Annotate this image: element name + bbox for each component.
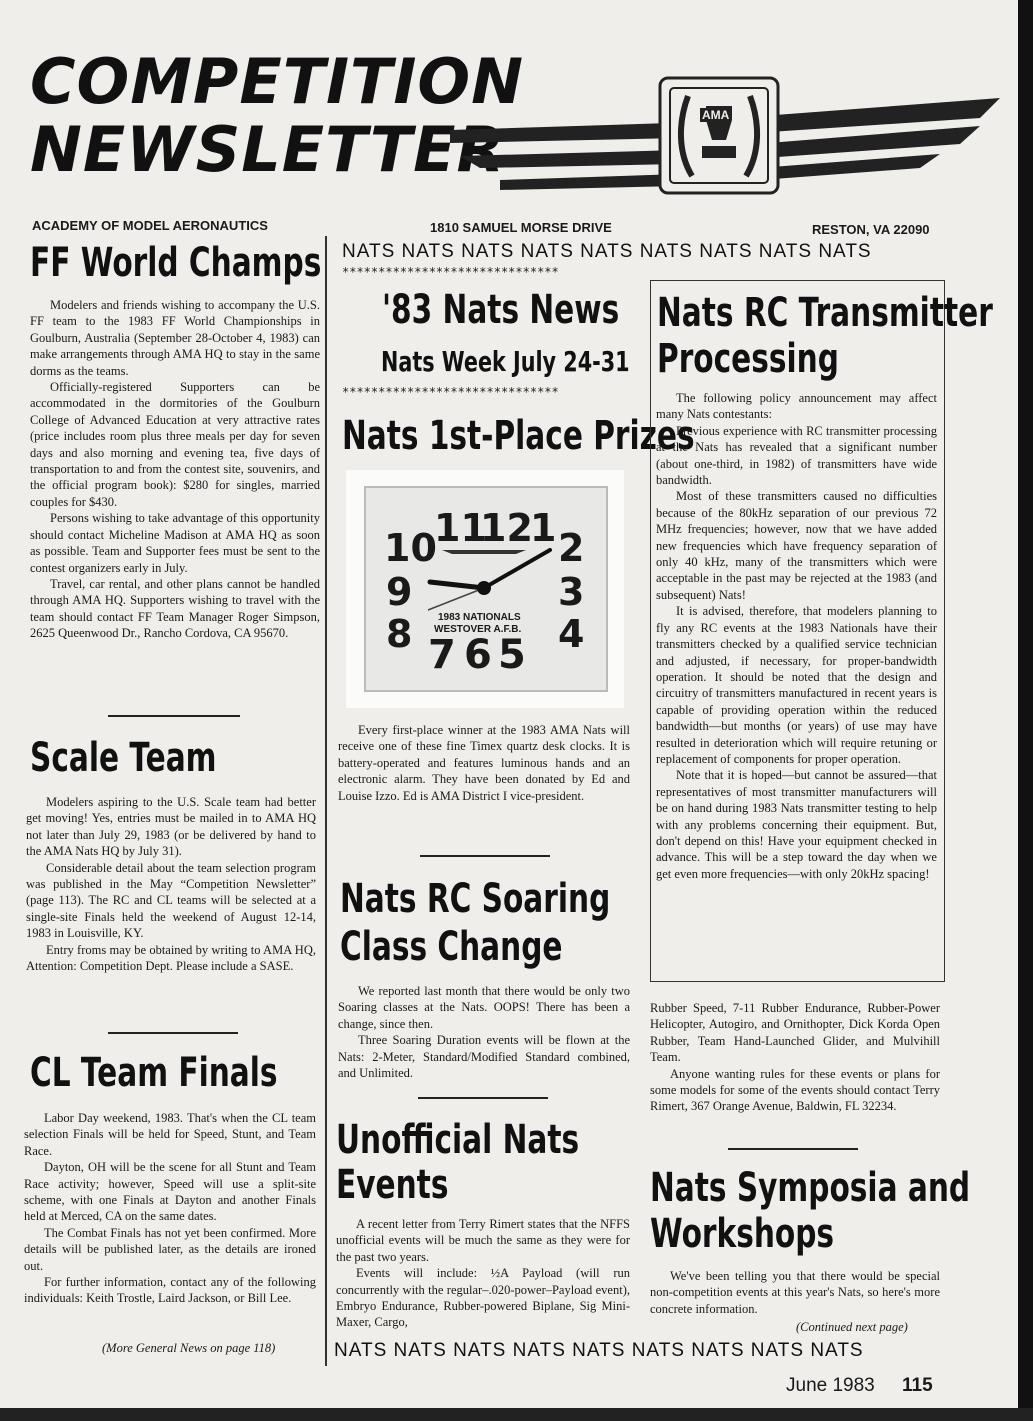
- section-rule: [728, 1148, 858, 1150]
- unofficial-para: Events will include: ½A Payload (will run concurrently with the regular–.020-power–Payload event), Embryo Endurance, Rubber-powered Biplane, Sig Mini-Maxer, Cargo,: [336, 1266, 630, 1330]
- stars-divider-1: ******************************: [342, 265, 559, 279]
- scale-para: Modelers aspiring to the U.S. Scale team had better get moving! Yes, entries must be mailed in to AMA HQ not later than July 29, 1983 (or be delivered by hand to the AMA Nats HQ by July 31).: [26, 795, 316, 859]
- issue-date: June 1983: [786, 1375, 875, 1396]
- transmitter-article: [656, 390, 937, 882]
- scale-para: Considerable detail about the team selection program was published in the May “Competition Newsletter” (page 113). The RC and CL teams will be selected at a single-site Finals held the weekend of August 12-14, 1983 in Louisville, KY.: [26, 860, 316, 941]
- transmitter-para: Note that it is hoped—but cannot be assured—that representatives of most transmitter manufacturers will be on hand during 1983 Nats transmitter testing to help with any problems concerning their equipment. But, don't depend on this! Have your equipment checked in advance. This will be a step toward the day when we get even more frequencies—with only 20kHz spacing!: [656, 768, 937, 881]
- clock-label-line1: 1983 NATIONALS: [438, 612, 521, 623]
- stars-divider-2: ******************************: [342, 385, 559, 399]
- ff-para: Travel, car rental, and other plans cannot be handled through AMA HQ. Supporters wishing to travel with the team should contact FF Team Manager Roger Simpson, 2625 Queenwood Dr., Rancho Cordova, CA 95670.: [30, 576, 320, 641]
- cl-para: The Combat Finals has not yet been confirmed. More details will be published later, as the details are ironed out.: [24, 1225, 316, 1273]
- clock-numeral: 12: [480, 506, 533, 550]
- clock-numeral: 6: [464, 632, 492, 678]
- clock-wings-icon: [442, 550, 526, 554]
- soaring-para: We reported last month that there would be only two Soaring classes at the Nats. OOPS! There has been a change, since then.: [338, 984, 630, 1031]
- section-rule: [418, 1097, 548, 1099]
- clock-second-hand: [428, 588, 484, 610]
- events-continued: [650, 1000, 940, 1115]
- masthead-line2: NEWSLETTER: [30, 113, 506, 186]
- soaring-heading: [340, 875, 610, 971]
- symposia-heading-line2: Workshops: [650, 1211, 835, 1257]
- nats-week-heading: Nats Week July 24-31: [381, 345, 630, 378]
- column-divider: [325, 236, 327, 1366]
- clock-photo: [346, 470, 624, 708]
- soaring-heading-line2: Class Change: [340, 924, 563, 970]
- continued-next-page: (Continued next page): [796, 1320, 908, 1334]
- clock-center: [477, 581, 491, 595]
- unofficial-heading-line2: Events: [336, 1162, 449, 1208]
- symposia-heading: [650, 1165, 970, 1257]
- soaring-heading-line1: Nats RC Soaring: [340, 876, 611, 922]
- scale-team-heading: Scale Team: [30, 735, 217, 781]
- cl-team-finals-heading: CL Team Finals: [30, 1050, 278, 1096]
- transmitter-para: Most of these transmitters caused no difficulties because of the 80kHz separation of our previous 72 MHz frequencies; however, now that we have added new frequencies which have frequency separation of only 40 kHz, many of the transmitters which were acceptable in the past may be rejected at the 1983 (and subsequent) Nats!: [656, 489, 937, 602]
- scale-article: [26, 794, 316, 974]
- nats-news-heading: '83 Nats News: [382, 287, 620, 333]
- page-edge: [1018, 0, 1033, 1421]
- clock-numeral: 5: [498, 632, 526, 678]
- cl-para: Dayton, OH will be the scene for all Stunt and Team Race activity; however, Speed will use a split-site scheme, with one Finals at Dayton and another Finals held at Merced, CA on the same dates.: [24, 1160, 316, 1224]
- ff-para: Persons wishing to take advantage of this opportunity should contact Micheline Madison at AMA HQ as soon as possible. Team and Supporter fees must be sent to the contest organizers early in July.: [30, 511, 320, 575]
- unofficial-heading-line1: Unofficial Nats: [336, 1117, 580, 1163]
- clock-hour-hand: [430, 582, 484, 588]
- clock-numeral: 2: [558, 526, 585, 570]
- clock-hands: [346, 470, 624, 708]
- section-rule: [108, 1032, 238, 1034]
- section-rule: [420, 855, 550, 857]
- symposia-article: [650, 1268, 940, 1317]
- transmitter-para: The following policy announcement may affect many Nats contestants:: [656, 391, 937, 422]
- cl-para: Labor Day weekend, 1983. That's when the CL team selection Finals will be held for Speed, Stunt, and Team Race.: [24, 1111, 316, 1158]
- masthead-line1: COMPETITION: [30, 45, 525, 118]
- prizes-para: Every first-place winner at the 1983 AMA Nats will receive one of these fine Timex quartz desk clocks. It is battery-operated and features luminous hands and an electronic alarm. They have been donated by Ed and Louise Izzo. Ed is AMA District I vice-president.: [338, 723, 630, 803]
- city-address: RESTON, VA 22090: [812, 222, 930, 237]
- ama-badge-text: AMA: [702, 108, 730, 122]
- events-para: Rubber Speed, 7-11 Rubber Endurance, Rubber-Power Helicopter, Autogiro, and Ornithopter, Dick Korda Open Rubber, Team Hand-Launched Glider, and Mulvihill Team.: [650, 1001, 940, 1065]
- cl-para: For further information, contact any of the following individuals: Keith Trostle, Laird Jackson, or Bill Lee.: [24, 1275, 316, 1306]
- clock-numeral: 11: [434, 506, 487, 550]
- ff-para: Officially-registered Supporters can be accommodated in the dormitories of the Goulburn College of Advanced Education at very attractive rates (price includes room plus three meals per day for seven days and also morning and evening tea, five days of transportation to and from the contest site, souvenirs, and the official program book): $280 for singles, married couples for $430.: [30, 380, 320, 509]
- prizes-article: [338, 722, 630, 804]
- continued-note: (More General News on page 118): [102, 1341, 276, 1355]
- transmitter-para: Previous experience with RC transmitter processing at the Nats has revealed that a significant number (about one-third, in 1982) of transmitters have wide bandwidth.: [656, 423, 937, 488]
- street-address: 1810 SAMUEL MORSE DRIVE: [430, 220, 612, 235]
- nats-banner-top: NATS NATS NATS NATS NATS NATS NATS NATS NATS: [342, 241, 872, 262]
- unofficial-para: A recent letter from Terry Rimert states that the NFFS unofficial events will be much the same as they were for the past two years.: [336, 1217, 630, 1264]
- org-name: ACADEMY OF MODEL AERONAUTICS: [32, 218, 268, 233]
- page-number: 115: [902, 1375, 933, 1396]
- events-para: Anyone wanting rules for these events or plans for some models for some of the events should contact Terry Rimert, 367 Orange Avenue, Baldwin, FL 32234.: [650, 1066, 940, 1114]
- symposia-heading-line1: Nats Symposia and: [650, 1165, 971, 1211]
- transmitter-para: It is advised, therefore, that modelers planning to fly any RC events at the 1983 Nationals have their transmitters checked by a qualified service technician and adjusted, if necessary, for proper-bandwidth operation. It should be noted that the design and circuitry of transmitters manufactured in recent years is capable of providing operation within the reduced bandwidth—but months (or years) of use may have resulted in deterioration which will require retuning or replacement of components for proper operation.: [656, 604, 937, 766]
- symposia-para: We've been telling you that there would be special non-competition events at this year's Nats, so here's more concrete information.: [650, 1269, 940, 1316]
- scale-para: Entry froms may be obtained by writing to AMA HQ, Attention: Competition Dept. Please include a SASE.: [26, 942, 316, 974]
- ama-wings-logo: [440, 68, 1010, 198]
- clock-numeral: 3: [558, 570, 585, 614]
- unofficial-heading: [336, 1118, 579, 1208]
- clock-minute-hand: [484, 550, 550, 588]
- transmitter-heading-line1: Nats RC Transmitter: [657, 290, 993, 336]
- clock-numeral: 8: [386, 612, 413, 656]
- page-edge-bottom: [0, 1408, 1033, 1421]
- transmitter-heading: [657, 290, 993, 382]
- ff-world-champs-heading: FF World Champs: [30, 240, 322, 286]
- cl-article: [24, 1110, 316, 1307]
- soaring-article: [338, 983, 630, 1081]
- nats-prizes-heading: Nats 1st-Place Prizes: [342, 413, 695, 459]
- ff-article: [30, 297, 320, 642]
- ff-para: Modelers and friends wishing to accompany the U.S. FF team to the 1983 FF World Championships in Goulburn, Australia (September 28-October 4, 1983) can make arrangements through AMA HQ to stay in the same dorms as the teams.: [30, 298, 320, 378]
- clock-label-line2: WESTOVER A.F.B.: [434, 624, 522, 635]
- clock-numeral: 9: [386, 570, 413, 614]
- transmitter-heading-line2: Processing: [657, 336, 839, 382]
- section-rule: [108, 715, 240, 717]
- unofficial-article: [336, 1216, 630, 1331]
- soaring-para: Three Soaring Duration events will be flown at the Nats: 2-Meter, Standard/Modified Standard combined, and Unlimited.: [338, 1033, 630, 1081]
- clock-numeral: 4: [558, 612, 585, 656]
- clock-numeral: 1: [530, 506, 557, 550]
- clock-numeral: 10: [384, 526, 437, 570]
- nats-banner-bottom: NATS NATS NATS NATS NATS NATS NATS NATS NATS: [334, 1340, 864, 1361]
- clock-numeral: 7: [428, 632, 456, 678]
